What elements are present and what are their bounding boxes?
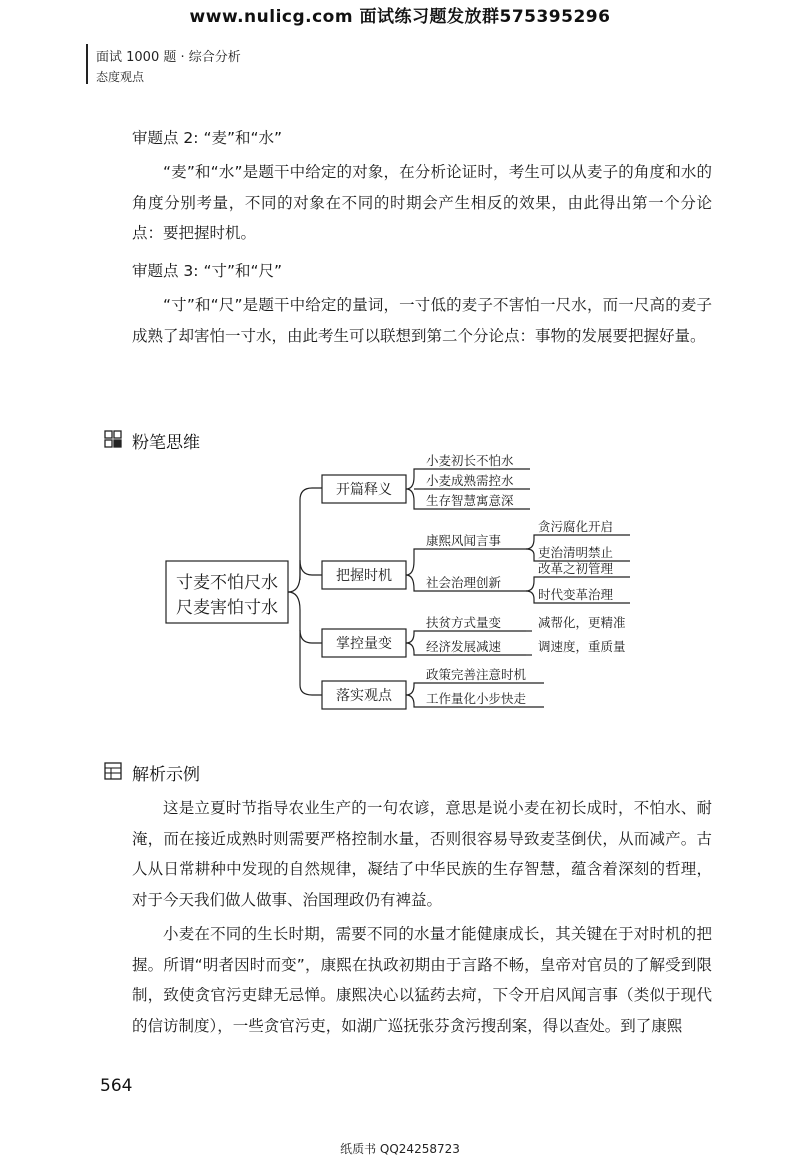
point-3-heading: 审题点 3: “寸”和“尺” (132, 262, 283, 280)
page-footer: 纸质书 QQ24258723 (340, 1142, 460, 1156)
branch-3-sub-2: 经济发展减速 (426, 639, 502, 654)
analysis-section-title: 解析示例 (132, 765, 200, 785)
point-2-text: “麦”和“水”是题干中给定的对象，在分析论证时，考生可以从麦子的角度和水的角度分别考量，不同的对象在不同的时期会产生相反的效果，由此得出第一个分论点：要把握时机。 (132, 163, 712, 242)
connector-b2-s1 (406, 549, 526, 575)
branch-3-note-2: 调速度，重质量 (538, 639, 626, 654)
branch-2-sub-1: 康熙风闻言事 (426, 533, 502, 548)
branch-4-item-2: 工作量化小步快走 (426, 691, 527, 706)
branch-2-sub-1-leaf-2: 吏治清明禁止 (538, 545, 614, 560)
running-header-title: 面试 1000 题 · 综合分析 (96, 50, 241, 65)
analysis-paragraph-1: 这是立夏时节指导农业生产的一句农谚，意思是说小麦在初长成时，不怕水、耐淹，而在接近成熟时则需要严格控制水量，否则很容易导致麦茎倒伏，从而减产。古人从日常耕种中发现的自然规律，凝结了中华民族的生存智慧，蕴含着深刻的哲理，对于今天我们做人做事、治国理政仍有裨益。 (132, 799, 712, 909)
mind-map-root-line-1: 寸麦不怕尺水 (176, 573, 278, 593)
mind-map (160, 445, 720, 725)
connector-root-b1 (288, 488, 322, 592)
branch-3-note-1: 减帮化，更精准 (538, 615, 626, 630)
branch-4-label: 落实观点 (336, 688, 392, 704)
connector-root-b2 (300, 560, 322, 580)
mindmap-section-icon (104, 430, 122, 448)
page-number: 564 (100, 1076, 133, 1096)
branch-3-sub-1: 扶贫方式量变 (426, 615, 502, 630)
branch-1-item-3: 生存智慧寓意深 (426, 493, 514, 508)
running-header-subtitle: 态度观点 (96, 70, 145, 84)
branch-2-sub-2: 社会治理创新 (426, 575, 502, 590)
analysis-section-icon (104, 762, 122, 780)
branch-3-label: 掌控量变 (336, 636, 392, 652)
branch-2-sub-2-leaf-1: 改革之初管理 (538, 561, 614, 576)
branch-1-item-2: 小麦成熟需控水 (426, 473, 514, 488)
header-rule (86, 44, 88, 84)
point-2-heading: 审题点 2: “麦”和“水” (132, 129, 283, 147)
point-3-text: “寸”和“尺”是题干中给定的量词，一寸低的麦子不害怕一尺水，而一尺高的麦子成熟了却害怕一寸水，由此考生可以联想到第二个分论点：事物的发展要把握好量。 (132, 296, 712, 345)
connector-root-b3 (288, 592, 322, 643)
branch-2-sub-1-leaf-1: 贪污腐化开启 (538, 519, 614, 534)
branch-1-item-1: 小麦初长不怕水 (426, 453, 514, 468)
branch-1-label: 开篇释义 (336, 482, 392, 498)
mindmap-section-title: 粉笔思维 (132, 433, 200, 453)
branch-2-label: 把握时机 (336, 568, 392, 584)
branch-2-sub-2-leaf-2: 时代变革治理 (538, 587, 614, 602)
site-banner: www.nulicg.com 面试练习题发放群575395296 (189, 7, 611, 27)
mind-map-root-line-2: 尺麦害怕寸水 (176, 598, 278, 618)
branch-4-item-1: 政策完善注意时机 (426, 667, 527, 682)
analysis-paragraph-2: 小麦在不同的生长时期，需要不同的水量才能健康成长，其关键在于对时机的把握。所谓“明者因时而变”，康熙在执政初期由于言路不畅，皇帝对官员的了解受到限制，致使贪官污吏肆无忌惮。康熙决心以猛药去疴，下令开启风闻言事（类似于现代的信访制度），一些贪官污吏，如湖广巡抚张芬贪污搜刮案，得以查处。到了康熙 (132, 925, 712, 1035)
